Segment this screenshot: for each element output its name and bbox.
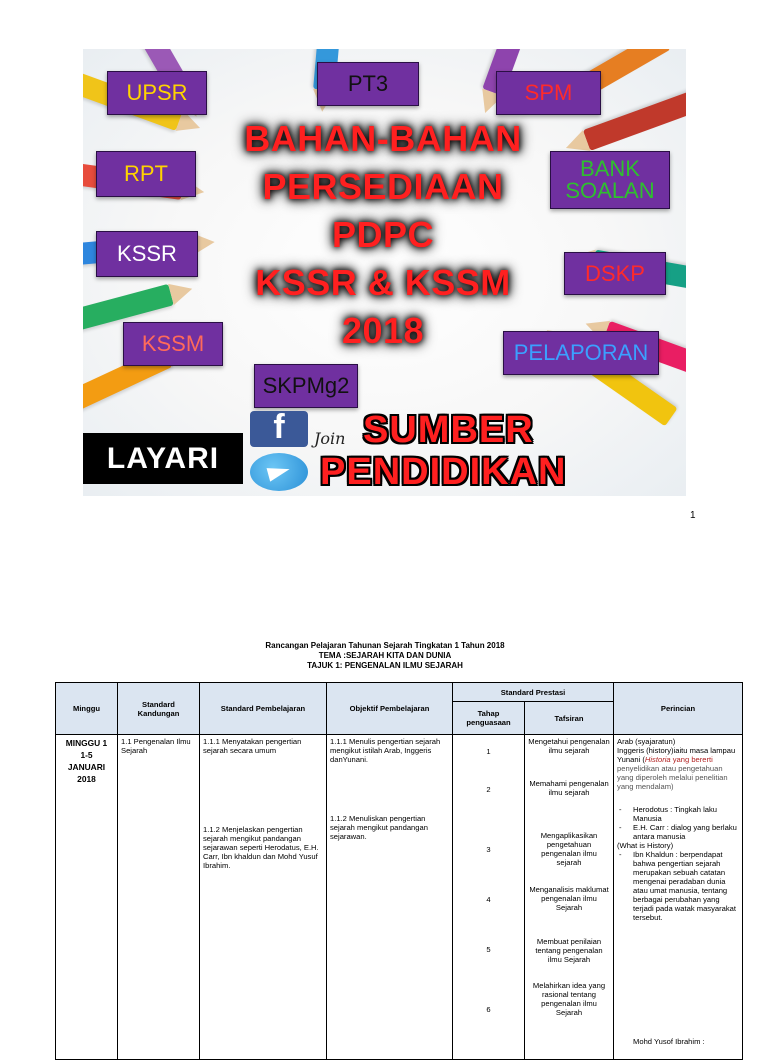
tag-spm [496, 71, 601, 115]
facebook-icon [250, 408, 308, 447]
tag-kssm [123, 322, 223, 366]
cell-tahap [453, 735, 525, 1060]
perincian-italic: Historia [644, 755, 671, 764]
perincian-yunani [617, 755, 739, 764]
header-standard-kandungan: Standard Kandungan [118, 683, 200, 735]
tag-pt3 [317, 62, 419, 106]
perincian-list [617, 805, 739, 841]
banner-image [83, 49, 686, 496]
perincian-text: Mohd Yusof Ibrahim : [633, 1037, 705, 1046]
tag-kssr [96, 231, 198, 277]
tafsiran-text: Memahami pengenalan ilmu sejarah [529, 779, 609, 797]
facebook-letter: f [273, 408, 285, 446]
headline-line: PERSEDIAAN [262, 166, 504, 207]
header-tahap: Tahap penguasaan [453, 702, 525, 735]
perincian-list-item: - Ibn Khaldun : berpendapat bahwa pengertian sejarah merupakan sebuah catatan mengenai peradaban dunia atau umat manusia, tentang berbagai perubahan yang terjadi pada watak masyarakat tersebut. [617, 850, 739, 922]
document-header [160, 641, 610, 671]
header-standard-pembelajaran: Standard Pembelajaran [200, 683, 327, 735]
objektif-2: 1.1.2 Menuliskan pengertian sejarah mengikut pandangan sejarawan. [330, 814, 428, 841]
tafsiran-text: Mengetahui pengenalan ilmu sejarah [528, 737, 610, 755]
social-strip [248, 407, 686, 496]
tahap-level: 5 [486, 945, 491, 954]
headline-line: PDPC [331, 214, 435, 255]
headline-line: 2018 [341, 310, 425, 351]
doc-title: Rancangan Pelajaran Tahunan Sejarah Tingkatan 1 Tahun 2018 [265, 641, 505, 650]
minggu-line: 2018 [77, 774, 96, 784]
tafsiran-text: Mengaplikasikan pengetahuan pengenalan ilmu sejarah [540, 831, 598, 867]
minggu-line: MINGGU 1 [65, 738, 108, 748]
tag-bank-label: BANK [580, 156, 640, 181]
tahap-level: 6 [486, 1005, 491, 1014]
tag-pt3-label: PT3 [347, 71, 389, 96]
perincian-list-item: - Herodotus : Tingkah laku Manusia [617, 805, 739, 823]
header-tafsiran: Tafsiran [525, 702, 614, 735]
tag-spm-label: SPM [524, 80, 573, 105]
header-objektif: Objektif Pembelajaran [327, 683, 453, 735]
headline-line: BAHAN-BAHAN [244, 118, 522, 159]
tag-upsr-label: UPSR [126, 80, 188, 105]
tahap-level: 3 [486, 845, 491, 854]
lesson-plan-table [55, 682, 743, 1060]
tag-rpt-label: RPT [124, 161, 168, 186]
table-row [56, 735, 743, 1060]
sumber-label: SUMBER [363, 409, 534, 451]
cell-minggu [56, 735, 118, 1060]
tafsiran-text: Melahirkan idea yang rasional tentang pengenalan ilmu Sejarah [532, 981, 606, 1017]
minggu-line: 1-5 [80, 750, 93, 760]
tag-skpmg2-label: SKPMg2 [262, 373, 350, 398]
header-minggu: Minggu [56, 683, 118, 735]
tag-skpmg2 [254, 364, 358, 408]
tag-dskp [564, 252, 666, 295]
doc-topic: TAJUK 1: PENGENALAN ILMU SEJARAH [307, 661, 463, 670]
tag-soalan-label: SOALAN [565, 178, 655, 203]
perincian-text: Inggeris (history)iaitu masa lampau [617, 746, 736, 755]
cell-tafsiran [525, 735, 614, 1060]
header-perincian: Perincian [614, 683, 743, 735]
cell-standard-kandungan [118, 735, 200, 1060]
tag-dskp-label: DSKP [585, 260, 645, 286]
perincian-text: Yunani ( [617, 755, 645, 764]
tag-kssm-label: KSSM [141, 331, 205, 356]
join-label: Join [314, 429, 346, 448]
tag-pelaporan-label: PELAPORAN [513, 340, 649, 365]
tahap-level: 2 [486, 785, 491, 794]
doc-theme: TEMA :SEJARAH KITA DAN DUNIA [318, 651, 452, 660]
perincian-text: penyelidikan atau pengetahuan yang diperoleh melalui penelitian yang mendalam) [617, 764, 728, 791]
perincian-text: Arab (syajaratun) [617, 737, 676, 746]
standard-pembelajaran-1: 1.1.1 Menyatakan pengertian sejarah secara umum [203, 737, 302, 755]
objektif-1: 1.1.1 Menulis pengertian sejarah mengikut istilah Arab, Inggeris danYunani. [330, 737, 441, 764]
cell-standard-pembelajaran [200, 735, 327, 1060]
telegram-icon [250, 453, 308, 491]
perincian-list-item: - E.H. Carr : dialog yang berlaku antara manusia [617, 823, 739, 841]
cell-perincian [614, 735, 743, 1060]
standard-pembelajaran-2: 1.1.2 Menjelaskan pengertian sejarah mengikut pandangan sejarawan seperti Herodatus, E.H. Carr, Ibn khaldun dan Mohd Yusuf Ibrahim. [203, 825, 319, 870]
tafsiran-text: Menganalisis maklumat pengenalan ilmu Sejarah [529, 885, 609, 912]
header-standard-prestasi: Standard Prestasi [453, 683, 614, 702]
tahap-level: 4 [486, 895, 491, 904]
headline-line: KSSR & KSSM [255, 262, 511, 303]
tahap-level: 1 [486, 747, 491, 756]
perincian-list [617, 850, 739, 922]
tafsiran-text: Membuat penilaian tentang pengenalan ilmu Sejarah [535, 937, 603, 964]
minggu-line: JANUARI [67, 762, 106, 772]
page-number: 1 [690, 510, 696, 521]
perincian-text: (What is History) [617, 841, 674, 850]
perincian-text: yang bererti [670, 755, 713, 764]
standard-kandungan-text: 1.1 Pengenalan Ilmu Sejarah [121, 737, 191, 755]
cell-objektif [327, 735, 453, 1060]
layari-label: LAYARI [83, 433, 243, 484]
tag-kssr-label: KSSR [117, 241, 177, 266]
banner-headline [213, 115, 553, 355]
tag-upsr [107, 71, 207, 115]
tag-rpt [96, 151, 196, 197]
tag-bank-soalan [550, 151, 670, 209]
pendidikan-label: PENDIDIKAN [320, 451, 567, 493]
